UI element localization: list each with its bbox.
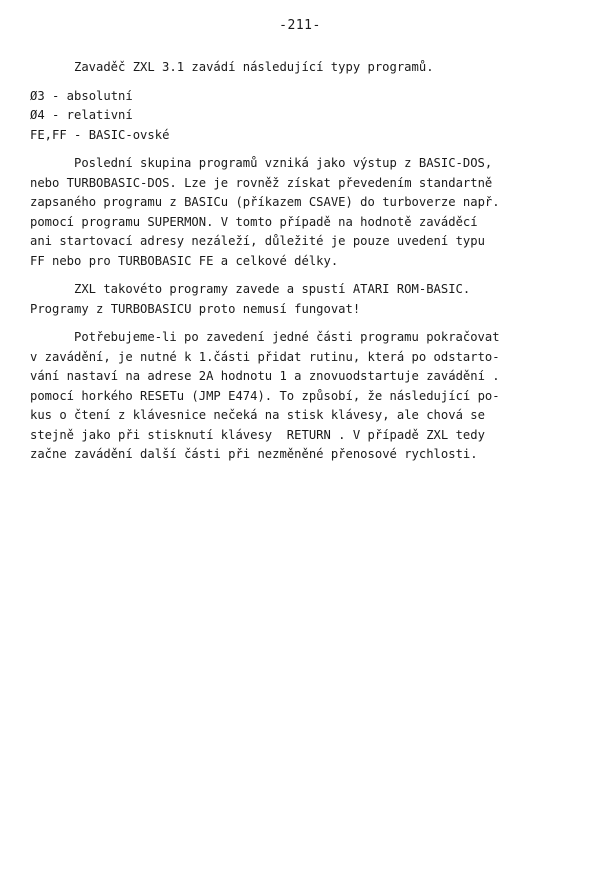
text-line: stejně jako při stisknutí klávesy RETURN . V případě ZXL tedy xyxy=(30,427,485,442)
text-line: vání nastaví na adrese 2A hodnotu 1 a znovuodstartuje zavádění . xyxy=(30,369,500,383)
page-number: -211- xyxy=(279,18,321,33)
text-line: v zavádění, je nutné k 1.části přidat rutinu, která po odstarto- xyxy=(30,349,500,364)
program-type-item: FE,FF - BASIC-ovské xyxy=(30,127,170,142)
text-line: začne zavádění další části při nezměněné přenosové rychlosti. xyxy=(30,447,478,461)
program-type-item: Ø3 - absolutní xyxy=(30,88,133,103)
text-line: ani startovací adresy nezáleží, důležité je pouze uvedení typu xyxy=(30,234,485,248)
intro-paragraph xyxy=(30,58,570,78)
program-types-list xyxy=(30,87,570,146)
text-line: pomocí horkého RESETu (JMP E474). To způsobí, že následující po- xyxy=(30,388,500,403)
intro-line: Zavaděč ZXL 3.1 zavádí následující typy programů. xyxy=(74,60,434,74)
text-line: zapsaného programu z BASICu (příkazem CSAVE) do turboverze např. xyxy=(30,195,500,209)
text-line: nebo TURBOBASIC-DOS. Lze je rovněž získat převedením standartně xyxy=(30,175,493,190)
text-line: pomocí programu SUPERMON. V tomto případě na hodnotě zaváděcí xyxy=(30,214,478,229)
paragraph-basic-dos xyxy=(30,154,570,271)
program-type-item: Ø4 - relativní xyxy=(30,108,133,122)
text-line: Programy z TURBOBASICU proto nemusí fungovat! xyxy=(30,301,361,316)
text-line: kus o čtení z klávesnice nečeká na stisk klávesy, ale chová se xyxy=(30,408,485,422)
paragraph-rom-basic xyxy=(30,280,570,319)
text-line: Poslední skupina programů vzniká jako výstup z BASIC-DOS, xyxy=(74,156,493,170)
paragraph-multipart-loading xyxy=(30,328,570,465)
text-line: ZXL takovéto programy zavede a spustí ATARI ROM-BASIC. xyxy=(74,282,471,296)
page-content xyxy=(30,58,570,474)
text-line: FF nebo pro TURBOBASIC FE a celkové délky. xyxy=(30,253,339,268)
text-line: Potřebujeme-li po zavedení jedné části programu pokračovat xyxy=(74,330,500,344)
